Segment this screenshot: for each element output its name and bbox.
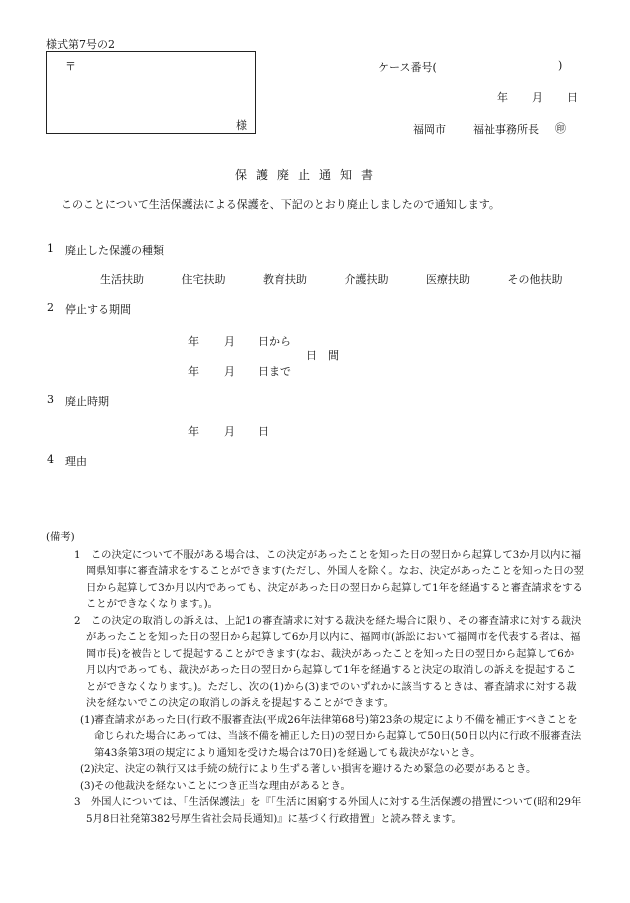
postal-mark: 〒 [65,60,76,73]
period-to-day: 日まで [258,365,291,378]
period-days: 日 間 [306,349,339,362]
note-2: 2 この決定の取消しの訴えは、上記1の審査請求に対する裁決を経た場合に限り、その審査請求に対する裁決があったことを知った日の翌日から起算して6か月以内に、福岡市(訴訟において福岡市を代表する者は、福岡市長)を被告として提起することができます(なお、裁決があったことを知った日の翌日から起算して6か月以内であっても、裁決があった日の翌日から起算して1年を経過すると決定の取消しの訴えを提起することができなくなります。)。ただし、次の(1)から(3)までのいずれかに該当するときは、審査請求に対する裁決を経ないでこの決定の取消しの訴えを提起することができます。 [74,614,582,709]
section-1-label: 廃止した保護の種類 [65,244,164,257]
period-from-day: 日から [258,335,291,348]
address-box [46,51,256,134]
aid-type-item: 医療扶助 [426,273,470,286]
document-title: 保護廃止通知書 [235,168,383,182]
sub-text: その他裁決を経ないことにつき正当な理由があるとき。 [94,779,351,792]
seal-mark: ㊞ [555,122,566,135]
abolition-day: 日 [258,425,269,438]
case-number-close: ) [558,59,563,72]
issuer-city: 福岡市 [413,123,446,136]
abolition-year: 年 [188,425,199,438]
aid-type-item: 介護扶助 [344,273,389,286]
period-to-month: 月 [224,365,235,378]
abolition-month: 月 [224,425,235,438]
aid-type-item: その他扶助 [507,273,563,286]
intro-text: このことについて生活保護法による保護を、下記のとおり廃止しましたので通知します。 [61,198,500,211]
note-2-sub-3 [46,778,584,795]
honorific-sama: 様 [236,119,247,132]
section-3-number: 3 [47,393,54,406]
note-1: 1 この決定について不服がある場合は、この決定があったことを知った日の翌日から起算して3か月以内に福岡県知事に審査請求をすることができます(ただし、外国人を除く。なお、決定があったことを知った日の翌日から起算して3か月以内であっても、決定があった日の翌日から起算して1年を経過すると審査請求をすることができなくなります。)。 [74,548,584,610]
aid-type-item: 住宅扶助 [181,273,226,286]
section-2-label: 停止する期間 [65,303,131,316]
aid-type-item: 生活扶助 [100,273,144,286]
notes-heading: (備考) [46,531,75,543]
sub-text: 審査請求があった日(行政不服審査法(平成26年法律第68号)第23条の規定により不備を補正すべきことを命じられた場合にあっては、当該不備を補正した日)の翌日から起算して50日(50日以内に行政不服審査法第43条第3項の規定により通知を受けた場合は70日)を経過しても裁決がないとき。 [94,713,582,759]
date-day: 日 [567,91,578,104]
sub-number: (2) [80,763,95,775]
notes-section [46,529,584,827]
period-to-year: 年 [188,365,199,378]
section-1-number: 1 [47,242,54,255]
aid-type-item: 教育扶助 [263,273,307,286]
date-month: 月 [532,91,543,104]
period-from-year: 年 [188,335,199,348]
section-3-label: 廃止時期 [65,395,109,408]
section-4-label: 理由 [65,455,87,468]
aid-types-list [100,271,563,287]
case-number-label: ケース番号( [378,61,437,74]
note-2-sub-2 [46,761,584,778]
issuer-title: 福祉事務所長 [473,123,539,136]
date-year: 年 [497,91,508,104]
section-4-number: 4 [47,453,54,466]
sub-number: (3) [80,779,95,792]
note-3: 3 外国人については、「生活保護法」を『「生活に困窮する外国人に対する生活保護の措置について(昭和29年5月8日社発第382号厚生省社会局長通知)』に基づく行政措置」と読み替えます。 [74,796,582,825]
form-number: 様式第7号の2 [46,38,115,51]
section-2-number: 2 [47,301,54,314]
note-2-sub-1 [46,712,584,762]
sub-text: 決定、決定の執行又は手続の続行により生ずる著しい損害を避けるため緊急の必要があるとき。 [94,763,537,775]
sub-number: (1) [80,713,95,726]
period-from-month: 月 [224,335,235,348]
